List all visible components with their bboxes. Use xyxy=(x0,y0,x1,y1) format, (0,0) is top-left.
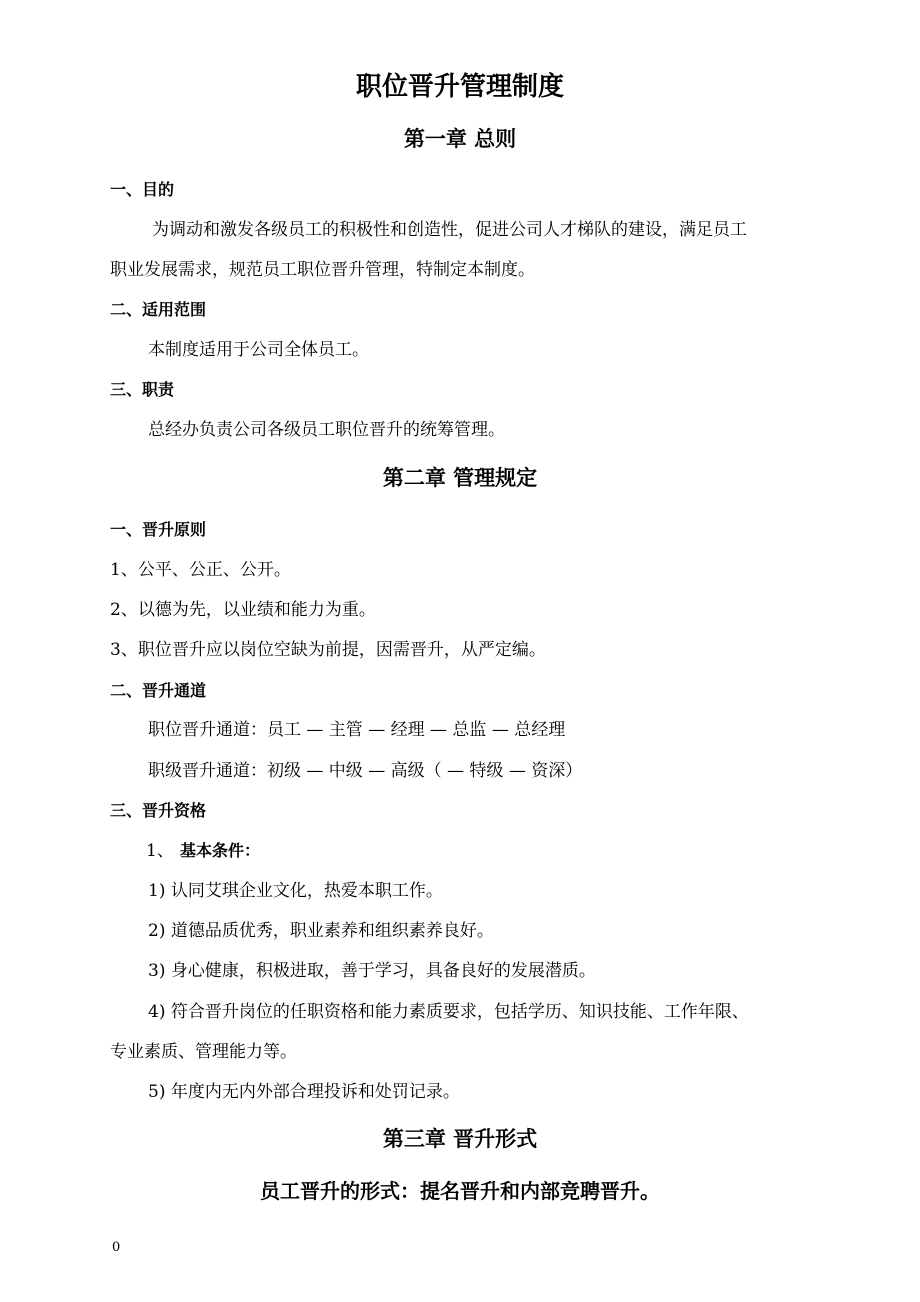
channel-position-line: 职位晋升通道：员工 — 主管 — 经理 — 总监 — 总经理 xyxy=(148,720,566,740)
qualification-item-2: 2) 道德品质优秀，职业素养和组织素养良好。 xyxy=(148,921,494,941)
qualification-sub-number: 1、 xyxy=(146,841,174,861)
principle-item-2: 2、以德为先，以业绩和能力为重。 xyxy=(110,600,376,620)
chapter-1-heading: 第一章 总则 xyxy=(403,127,517,151)
section-principle-heading: 一、晋升原则 xyxy=(110,520,207,539)
qualification-item-3: 3) 身心健康，积极进取，善于学习，具备良好的发展潜质。 xyxy=(148,961,596,981)
section-scope-heading: 二、适用范围 xyxy=(110,300,207,319)
section-channel-heading: 二、晋升通道 xyxy=(110,681,207,700)
purpose-paragraph-line-2: 职业发展需求，规范员工职位晋升管理，特制定本制度。 xyxy=(110,260,535,280)
chapter-3-heading: 第三章 晋升形式 xyxy=(382,1127,538,1151)
page-number: 0 xyxy=(112,1240,121,1255)
chapter-2-heading: 第二章 管理规定 xyxy=(382,466,538,490)
scope-paragraph: 本制度适用于公司全体员工。 xyxy=(148,340,369,360)
principle-item-1: 1、公平、公正、公开。 xyxy=(110,560,291,580)
purpose-paragraph-line-1: 为调动和激发各级员工的积极性和创造性，促进公司人才梯队的建设，满足员工 xyxy=(152,220,747,240)
qualification-sub-heading: 基本条件： xyxy=(180,841,261,860)
document-title: 职位晋升管理制度 xyxy=(355,72,564,102)
section-duty-heading: 三、职责 xyxy=(110,380,175,399)
channel-grade-line: 职级晋升通道：初级 — 中级 — 高级（ — 特级 — 资深） xyxy=(148,761,583,781)
qualification-item-4-line-2: 专业素质、管理能力等。 xyxy=(110,1042,297,1062)
section-purpose-heading: 一、目的 xyxy=(110,180,175,199)
qualification-item-4-line-1: 4) 符合晋升岗位的任职资格和能力素质要求，包括学历、知识技能、工作年限、 xyxy=(148,1002,749,1022)
principle-item-3: 3、职位晋升应以岗位空缺为前提，因需晋升，从严定编。 xyxy=(110,640,546,660)
qualification-item-1: 1) 认同艾琪企业文化，热爱本职工作。 xyxy=(148,881,443,901)
section-qualification-heading: 三、晋升资格 xyxy=(110,801,207,820)
qualification-item-5: 5) 年度内无内外部合理投诉和处罚记录。 xyxy=(148,1082,460,1102)
duty-paragraph: 总经办负责公司各级员工职位晋升的统筹管理。 xyxy=(148,420,505,440)
chapter-3-subheading: 员工晋升的形式：提名晋升和内部竞聘晋升。 xyxy=(260,1179,660,1203)
